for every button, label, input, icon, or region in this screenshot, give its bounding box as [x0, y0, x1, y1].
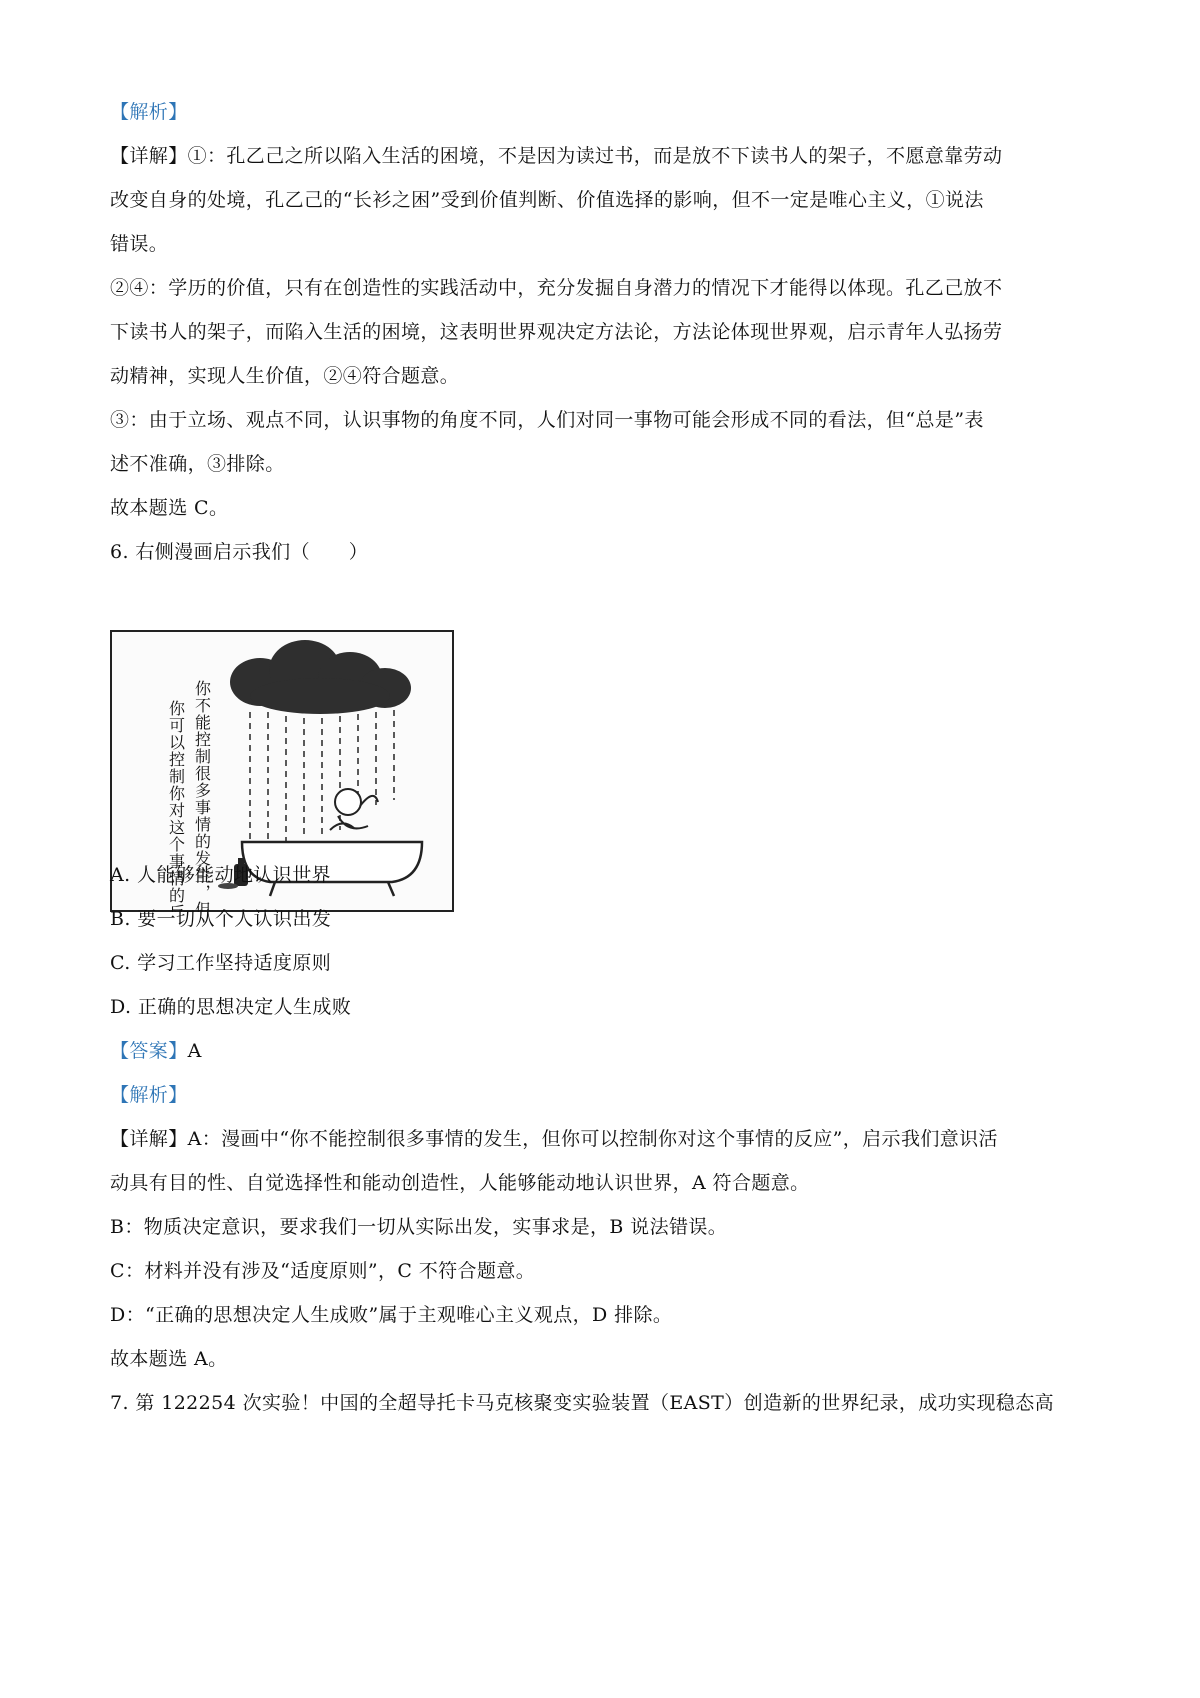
detail-6-line-1 [110, 1127, 998, 1151]
option-d-analysis: D：“正确的思想决定人生成败”属于主观唯心主义观点，D 排除。 [110, 1304, 673, 1326]
detail-line-3: 错误。 [110, 233, 169, 255]
detail-6-text: A：漫画中“你不能控制很多事情的发生，但你可以控制你对这个事情的反应”，启示我们意识活 [187, 1128, 998, 1150]
paragraph-3-line-2: 述不准确，③排除。 [110, 453, 285, 475]
answer-value: A [187, 1040, 202, 1062]
detail-text: ①：孔乙己之所以陷入生活的困境，不是因为读过书，而是放不下读书人的架子，不愿意靠劳动 [187, 145, 1003, 167]
analysis-tag-6: 【解析】 [110, 1084, 188, 1106]
detail-tag-6: 【详解】 [110, 1128, 188, 1150]
option-d: D. 正确的思想决定人生成败 [110, 996, 352, 1018]
conclusion-line: 故本题选 C。 [110, 497, 229, 519]
paragraph-2-line-3: 动精神，实现人生价值，②④符合题意。 [110, 365, 460, 387]
option-a: A. 人能够能动地认识世界 [110, 864, 332, 886]
detail-line-1 [110, 144, 1002, 168]
answer-line [110, 1039, 202, 1063]
paragraph-3-line-1: ③：由于立场、观点不同，认识事物的角度不同，人们对同一事物可能会形成不同的看法，但“总是”表 [110, 409, 984, 431]
detail-tag: 【详解】 [110, 145, 188, 167]
cartoon-text-right: 你不能控制很多事情的发生，但 [192, 680, 212, 912]
cartoon-text-left: 你可以控制你对这个事情的反应 [166, 700, 186, 912]
question-7-stem: 7. 第 122254 次实验！中国的全超导托卡马克核聚变实验装置（EAST）创造新的世界纪录，成功实现稳态高 [110, 1392, 1055, 1414]
option-b: B. 要一切从个人认识出发 [110, 908, 332, 930]
paragraph-2-line-1: ②④：学历的价值，只有在创造性的实践活动中，充分发掘自身潜力的情况下才能得以体现。孔乙己放不 [110, 277, 1003, 299]
detail-line-2: 改变自身的处境，孔乙己的“长衫之困”受到价值判断、价值选择的影响，但不一定是唯心主义，①说法 [110, 189, 984, 211]
conclusion-6: 故本题选 A。 [110, 1348, 228, 1370]
option-b-analysis: B：物质决定意识，要求我们一切从实际出发，实事求是，B 说法错误。 [110, 1216, 728, 1238]
paragraph-2-line-2: 下读书人的架子，而陷入生活的困境，这表明世界观决定方法论，方法论体现世界观，启示青年人弘扬劳 [110, 321, 1003, 343]
question-6-stem: 6. 右侧漫画启示我们（ ） [110, 541, 369, 563]
analysis-tag: 【解析】 [110, 101, 188, 123]
option-c: C. 学习工作坚持适度原则 [110, 952, 332, 974]
option-c-analysis: C：材料并没有涉及“适度原则”，C 不符合题意。 [110, 1260, 536, 1282]
detail-6-line-2: 动具有目的性、自觉选择性和能动创造性，人能够能动地认识世界，A 符合题意。 [110, 1172, 810, 1194]
answer-tag: 【答案】 [110, 1040, 188, 1062]
